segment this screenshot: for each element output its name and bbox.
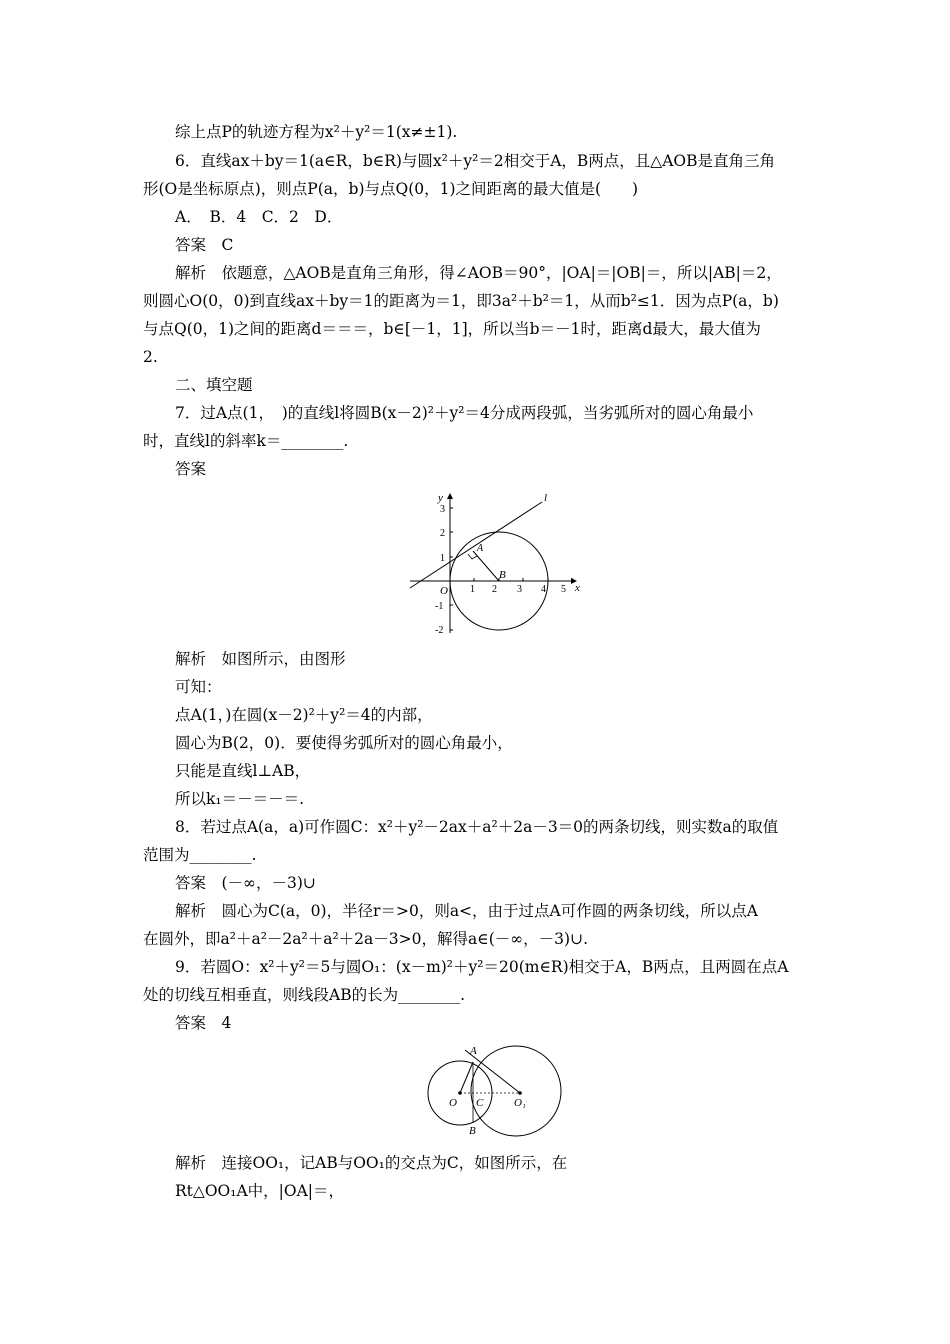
point-b-label: B <box>499 569 506 581</box>
text-line: 则圆心O(0，0)到直线ax＋by＝1的距离为＝1，即3a²＋b²＝1，从而b²≤1．因为点P(a，b) <box>143 292 779 310</box>
y-tick-label: -2 <box>435 625 444 636</box>
text-line: 可知： <box>175 678 222 696</box>
x-tick-label: 3 <box>517 584 522 595</box>
text-line: 处的切线互相垂直，则线段AB的长为________. <box>143 986 466 1004</box>
x-tick-label: 4 <box>541 584 546 595</box>
x-tick-label: 5 <box>561 584 566 595</box>
y-tick-label: -1 <box>435 601 444 612</box>
answer: 答案 4 <box>175 1014 232 1032</box>
analysis: 解析 圆心为C(a，0)，半径r＝>0，则a<，由于过点A可作圆的两条切线，所以点A <box>175 902 758 920</box>
point-o-label: O <box>449 1097 457 1109</box>
text-line: 在圆外，即a²＋a²－2a²＋a²＋2a－3>0，解得a∈(－∞，－3)∪. <box>143 930 588 948</box>
x-tick-label: 2 <box>492 584 497 595</box>
question-9: 9．若圆O：x²＋y²＝5与圆O₁：(x－m)²＋y²＝20(m∈R)相交于A，B两点，且两圆在点A <box>175 958 789 976</box>
origin-label: O <box>440 585 448 597</box>
point-a-label: A <box>477 543 484 554</box>
analysis: 解析 如图所示，由图形 <box>175 650 346 668</box>
x-axis-label: x <box>575 582 580 594</box>
section-heading: 二、填空题 <box>175 376 253 394</box>
analysis: 解析 依题意，△AOB是直角三角形，得∠AOB＝90°，|OA|＝|OB|＝，所以|AB|＝2， <box>175 264 782 282</box>
two-circles-figure <box>420 1038 570 1138</box>
point-a-label: A <box>470 1045 477 1057</box>
answer: 答案 (－∞，－3)∪ <box>175 874 316 892</box>
answer: 答案 <box>175 460 207 478</box>
options: A． B．4 C．2 D． <box>175 208 343 226</box>
y-tick-label: 2 <box>440 528 445 539</box>
point-o <box>458 1091 462 1095</box>
text-line: 时，直线l的斜率k＝________. <box>143 432 349 450</box>
question-7: 7．过A点(1， )的直线l将圆B(x－2)²＋y²＝4分成两段弧，当劣弧所对的圆心角最小 <box>175 404 754 422</box>
line-l-label: l <box>544 492 548 504</box>
text-line: 综上点P的轨迹方程为x²＋y²＝1(x≠±1). <box>175 123 458 141</box>
y-axis-label: y <box>438 492 443 504</box>
y-tick-label: 1 <box>440 553 445 564</box>
point-o1-label: O₁ <box>514 1097 526 1109</box>
point-b-label: B <box>469 1125 476 1137</box>
question-8: 8．若过点A(a，a)可作圆C：x²＋y²－2ax＋a²＋2a－3＝0的两条切线，则实数a的取值 <box>175 818 779 836</box>
text-line: 与点Q(0，1)之间的距离d＝＝＝，b∈[－1，1]，所以当b＝－1时，距离d最大，最大值为 <box>143 320 761 338</box>
text-line: 形(O是坐标原点)，则点P(a，b)与点Q(0，1)之间距离的最大值是( ) <box>143 180 639 198</box>
circle-o1 <box>471 1046 561 1136</box>
x-tick-label: 1 <box>470 584 475 595</box>
question-6: 6．直线ax＋by＝1(a∈R，b∈R)与圆x²＋y²＝2相交于A，B两点，且△AOB是直角三角 <box>175 152 776 170</box>
y-tick-label: 3 <box>440 504 445 515</box>
text-line: 2. <box>143 348 158 366</box>
text-line: 点A(1，)在圆(x－2)²＋y²＝4的内部， <box>175 706 433 724</box>
text-line: 所以k₁＝－＝－＝. <box>175 790 305 808</box>
analysis: 解析 连接OO₁，记AB与OO₁的交点为C，如图所示，在 <box>175 1154 568 1172</box>
segment-ab <box>473 551 499 581</box>
coordinate-figure <box>402 488 592 638</box>
point-c-label: C <box>476 1097 484 1109</box>
text-line: 只能是直线l⊥AB， <box>175 762 311 780</box>
answer: 答案 C <box>175 236 234 254</box>
text-line: Rt△OO₁A中，|OA|＝， <box>175 1182 344 1200</box>
point-o1 <box>518 1091 522 1095</box>
text-line: 范围为________. <box>143 846 257 864</box>
line-l <box>410 502 542 588</box>
text-line: 圆心为B(2，0)．要使得劣弧所对的圆心角最小， <box>175 734 513 752</box>
